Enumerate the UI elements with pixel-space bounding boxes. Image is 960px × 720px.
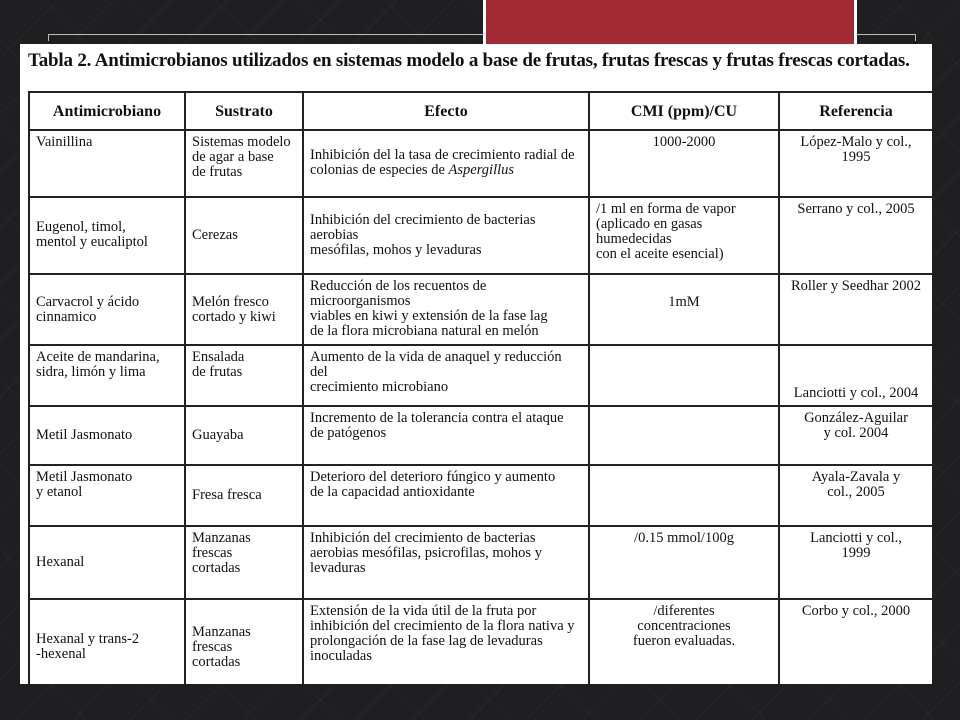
header-antimicrobiano: Antimicrobiano xyxy=(29,92,185,130)
cell-sustrato: Manzanas frescas cortadas xyxy=(185,599,303,684)
table-title: Tabla 2. Antimicrobianos utilizados en sistemas modelo a base de frutas, frutas frescas y frutas frescas cortadas. xyxy=(28,50,910,71)
cell-cmi: /0.15 mmol/100g xyxy=(589,526,779,599)
cell-referencia: Corbo y col., 2000 xyxy=(779,599,932,684)
cell-antimicrobiano: Metil Jasmonato xyxy=(29,406,185,465)
table-row xyxy=(29,130,932,197)
cell-cmi: 1mM xyxy=(589,274,779,345)
cell-efecto: Extensión de la vida útil de la fruta por inhibición del crecimiento de la flora nativa y prolongación de la fase lag de levaduras inoculadas xyxy=(303,599,589,684)
cell-efecto xyxy=(303,130,589,197)
cell-efecto: Inhibición del crecimiento de bacterias aerobias mesófilas, mohos y levaduras xyxy=(303,197,589,274)
cell-antimicrobiano: Aceite de mandarina, sidra, limón y lima xyxy=(29,345,185,406)
table-row xyxy=(29,599,932,684)
cell-antimicrobiano: Vainillina xyxy=(29,130,185,197)
cell-referencia: Roller y Seedhar 2002 xyxy=(779,274,932,345)
cell-antimicrobiano: Hexanal xyxy=(29,526,185,599)
cell-cmi: /1 ml en forma de vapor (aplicado en gasas humedecidas con el aceite esencial) xyxy=(589,197,779,274)
table-row xyxy=(29,406,932,465)
accent-tab xyxy=(483,0,857,44)
table-row xyxy=(29,197,932,274)
cell-cmi xyxy=(589,406,779,465)
table-row xyxy=(29,274,932,345)
cell-referencia: Serrano y col., 2005 xyxy=(779,197,932,274)
slide xyxy=(20,44,932,684)
cell-referencia: Ayala-Zavala y col., 2005 xyxy=(779,465,932,526)
cell-cmi xyxy=(589,465,779,526)
cell-efecto: Reducción de los recuentos de microorganismos viables en kiwi y extensión de la fase lag de la flora microbiana natural en melón xyxy=(303,274,589,345)
cell-cmi: 1000-2000 xyxy=(589,130,779,197)
cell-sustrato: Melón fresco cortado y kiwi xyxy=(185,274,303,345)
cell-efecto: Deterioro del deterioro fúngico y aumento de la capacidad antioxidante xyxy=(303,465,589,526)
cell-antimicrobiano: Hexanal y trans-2 -hexenal xyxy=(29,599,185,684)
cell-referencia: López-Malo y col., 1995 xyxy=(779,130,932,197)
cell-efecto-text: Inhibición del la tasa de crecimiento radial de colonias de especies de xyxy=(310,147,575,179)
header-cmi: CMI (ppm)/CU xyxy=(589,92,779,130)
cell-cmi: /diferentes concentraciones fueron evaluadas. xyxy=(589,599,779,684)
cell-antimicrobiano: Eugenol, timol, mentol y eucaliptol xyxy=(29,197,185,274)
cell-sustrato: Fresa fresca xyxy=(185,465,303,526)
cell-referencia: Lanciotti y col., 1999 xyxy=(779,526,932,599)
antimicrobial-table xyxy=(28,91,932,684)
table-row xyxy=(29,465,932,526)
cell-antimicrobiano: Metil Jasmonato y etanol xyxy=(29,465,185,526)
cell-cmi xyxy=(589,345,779,406)
cell-sustrato: Guayaba xyxy=(185,406,303,465)
table-row xyxy=(29,345,932,406)
header-sustrato: Sustrato xyxy=(185,92,303,130)
cell-efecto-italic: Aspergillus xyxy=(448,162,515,179)
cell-efecto: Aumento de la vida de anaquel y reducción del crecimiento microbiano xyxy=(303,345,589,406)
cell-efecto: Incremento de la tolerancia contra el ataque de patógenos xyxy=(303,406,589,465)
header-referencia: Referencia xyxy=(779,92,932,130)
cell-referencia: González-Aguilar y col. 2004 xyxy=(779,406,932,465)
table-header-row xyxy=(29,92,932,130)
cell-sustrato: Cerezas xyxy=(185,197,303,274)
cell-efecto: Inhibición del crecimiento de bacterias aerobias mesófilas, psicrofilas, mohos y levaduras xyxy=(303,526,589,599)
cell-sustrato: Sistemas modelo de agar a base de frutas xyxy=(185,130,303,197)
table-row xyxy=(29,526,932,599)
cell-sustrato: Ensalada de frutas xyxy=(185,345,303,406)
cell-referencia: Lanciotti y col., 2004 xyxy=(779,345,932,406)
cell-sustrato: Manzanas frescas cortadas xyxy=(185,526,303,599)
header-efecto: Efecto xyxy=(303,92,589,130)
cell-antimicrobiano: Carvacrol y ácido cinnamico xyxy=(29,274,185,345)
